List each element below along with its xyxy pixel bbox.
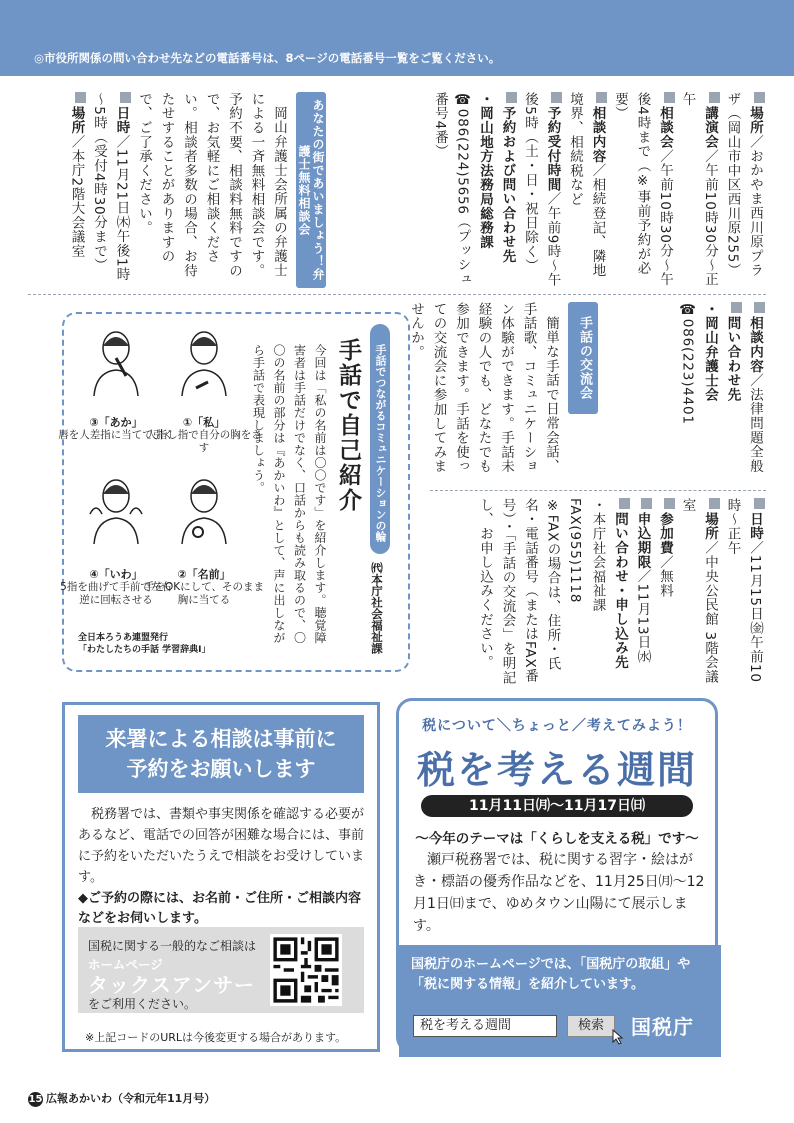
tax-week-title: 税を考える週間 <box>416 748 697 792</box>
tax-consult-box <box>62 702 380 1052</box>
search-input[interactable]: 税を考える週間 <box>413 1015 557 1037</box>
tax-answer-panel: 国税に関する一般的なご相談は ホームページ タックスアンサー をご利用ください。 <box>78 927 364 1013</box>
lawyer-contact-column: 相談内容／法律問題全般 問い合わせ先 ・岡山弁護士会 ☎086(223)4401 <box>679 302 763 474</box>
search-button[interactable]: 検索 <box>567 1015 615 1037</box>
sign-reference: 全日本ろうあ連盟発行 「わたしたちの手話 学習辞典Ⅰ」 <box>78 633 211 655</box>
tax-consult-note: ◆ご予約の際には、お名前・ご住所・ご相談内容などをお伺いします。 <box>78 891 361 926</box>
sign-language-title: 手話で自己紹介 <box>335 338 361 513</box>
section-divider <box>28 294 766 295</box>
bullet-icon <box>596 92 607 103</box>
tax-answer-link[interactable]: タックスアンサー <box>88 973 255 997</box>
page-number: 15 <box>28 1094 43 1105</box>
header-note: ◎市役所関係の問い合わせ先などの電話番号は、8ページの電話番号一覧をご覧ください。 <box>34 51 501 65</box>
lawyer-consult-column: 岡山弁護士会所属の弁護士による一斉無料相談会です。予約不要、相談料無料ですので、お気軽にご相談ください。相談者多数の場合、お待たせすることがありますので、ご了承ください。 日時／11月21日㈭午後1時～5時（受付4時30分まで） 場所／本庁2階大会議室 <box>68 92 287 282</box>
sign-language-bar: 手話でつながるコミュニケーションの輪 <box>370 324 390 554</box>
sign-language-org: ㈹本庁社会福祉課 <box>370 562 384 654</box>
bullet-icon <box>754 498 765 509</box>
sign-step-4: ④「いわ」 5指を曲げて手前で左右逆に回転させる <box>60 568 172 606</box>
tax-week-subtitle: 税について＼ちょっと／考えてみよう！ <box>422 718 692 734</box>
sign-language-body: 今回は「私の名前は〇〇です」を紹介します。聴覚障害者は手話だけでなく、口話からも読み取るので、〇〇の名前の部分は『あかいわ』として、声に出しながら手話で表現しましょう。 <box>251 344 327 644</box>
bullet-icon <box>709 92 720 103</box>
tax-week-box <box>396 698 718 1053</box>
cursor-icon <box>611 1029 625 1045</box>
nta-logo: 国税庁 <box>631 1015 694 1039</box>
sign-exchange-body: 簡単な手話で日常会話、手話歌、コミュニケーション体験ができます。手話未経験の人でも、どなたでも参加できます。手話を使っての交流会に参加してみませんか。 <box>408 302 559 474</box>
lawyer-consult-tag: あなたの街であいましょう！弁護士無料相談会 <box>296 92 326 288</box>
tax-week-theme: ～今年のテーマは「くらしを支える税」です～ <box>415 831 699 847</box>
tax-consult-footnote: ※上記コードのURLは今後変更する場合があります。 <box>85 1031 347 1044</box>
sign-step-3: ③「あか」 唇を人差指に当てて引く <box>58 416 174 441</box>
tax-week-body: 瀬戸税務署では、税に関する習字・絵はがき・標語の優秀作品などを、11月25日㈪～12月1日㈰まで、ゆめタウン山陽にて展示します。 <box>413 852 705 934</box>
sign-aka-figure <box>86 326 146 396</box>
bullet-icon <box>754 92 765 103</box>
sign-language-box <box>58 312 410 672</box>
sign-exchange-tag: 手話の交流会 <box>568 302 598 414</box>
sign-step-2: ②「名前」 手をOKにして、そのまま胸に当てる <box>144 568 264 606</box>
bullet-icon <box>709 498 720 509</box>
qr-code-icon[interactable] <box>270 934 342 1006</box>
sign-iwa-figure <box>86 474 146 544</box>
tax-consult-body: 税務署では、書類や事実関係を確認する必要があるなど、電話での回答が困難な場合には、事前に予約をいただいたうえで相談をお受けしています。 <box>78 807 365 885</box>
section-divider <box>430 490 766 491</box>
bullet-icon <box>551 92 562 103</box>
bullet-icon <box>120 92 131 103</box>
sign-namae-figure <box>174 474 234 544</box>
bullet-icon <box>664 92 675 103</box>
page-footer: 15 広報あかいわ（令和元年11月号） <box>28 1092 216 1105</box>
event-details-column: 場所／おかやま西川原プラザ（岡山市中区西川原255） 講演会／午前10時30分～正午 相談会／午前10時30分～午後4時まで（※事前予約が必要） 相談内容／相続登記、隣地境界、相続税など 予約受付時間／午前9時～午後5時（土・日・祝日除く） 予約および問い合わせ先 ・岡山地方法務局総務課 ☎086(224)5656（プッシュ番号4番） <box>432 92 763 288</box>
bullet-icon <box>664 498 675 509</box>
sign-exchange-details: 日時／11月15日㈮午前10時～正午 場所／中央公民館 3階会議室 参加費／無料 申込期限／11月13日㈬ 問い合わせ・申し込み先 ・本庁社会福祉課 FAX(955)1118 ※FAXの場合は、住所・氏名・電話番号（またはFAX番号）・「手話の交流会」を明記し、お申し込みください。 <box>477 498 763 685</box>
bullet-icon <box>754 302 765 313</box>
sign-step-1: ①「私」 人指し指で自分の胸をさす <box>146 416 262 454</box>
bullet-icon <box>731 302 742 313</box>
bullet-icon <box>641 498 652 509</box>
bullet-icon <box>75 92 86 103</box>
bullet-icon <box>619 498 630 509</box>
nta-banner: 国税庁のホームページでは、「国税庁の取組」や「税に関する情報」を紹介しています。 税を考える週間 検索 国税庁 <box>399 945 721 1057</box>
bullet-icon <box>506 92 517 103</box>
tax-consult-heading: 来署による相談は事前に 予約をお願いします <box>78 715 364 793</box>
sign-watashi-figure <box>174 326 234 396</box>
tax-week-dates: 11月11日㈪～11月17日㈰ <box>421 795 693 817</box>
